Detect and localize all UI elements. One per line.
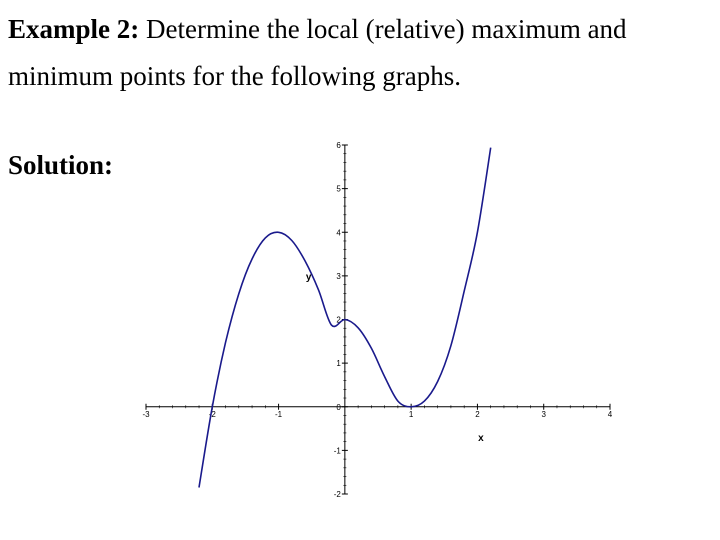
y-tick-label: 3	[336, 271, 341, 281]
y-tick-label: -1	[333, 446, 341, 456]
y-axis-label: y	[305, 271, 312, 283]
plot-ticks	[146, 145, 610, 494]
y-tick-label: 5	[336, 184, 341, 194]
y-tick-label: 4	[336, 228, 341, 238]
x-tick-label: 1	[408, 409, 414, 419]
y-tick-label: 2	[336, 315, 341, 325]
x-tick-label: 2	[475, 409, 480, 419]
solution-label: Solution:	[8, 150, 114, 180]
y-tick-label: 6	[336, 141, 341, 150]
example-prompt: Determine the local (relative) maximum and minimum points for the following graphs.	[8, 14, 627, 91]
example-label: Example 2:	[8, 14, 140, 44]
plot-tick-labels	[142, 141, 612, 499]
y-tick-label: 1	[336, 359, 341, 369]
x-axis-label: x	[478, 432, 484, 444]
x-tick-label: 4	[607, 409, 613, 419]
x-tick-label: -3	[142, 409, 150, 419]
plot-axes	[146, 145, 610, 494]
y-tick-label: 0	[336, 402, 341, 412]
x-tick-label: -1	[275, 409, 283, 419]
y-tick-label: -2	[333, 490, 341, 499]
x-tick-label: 3	[541, 409, 546, 419]
x-tick-label: -2	[208, 409, 216, 419]
